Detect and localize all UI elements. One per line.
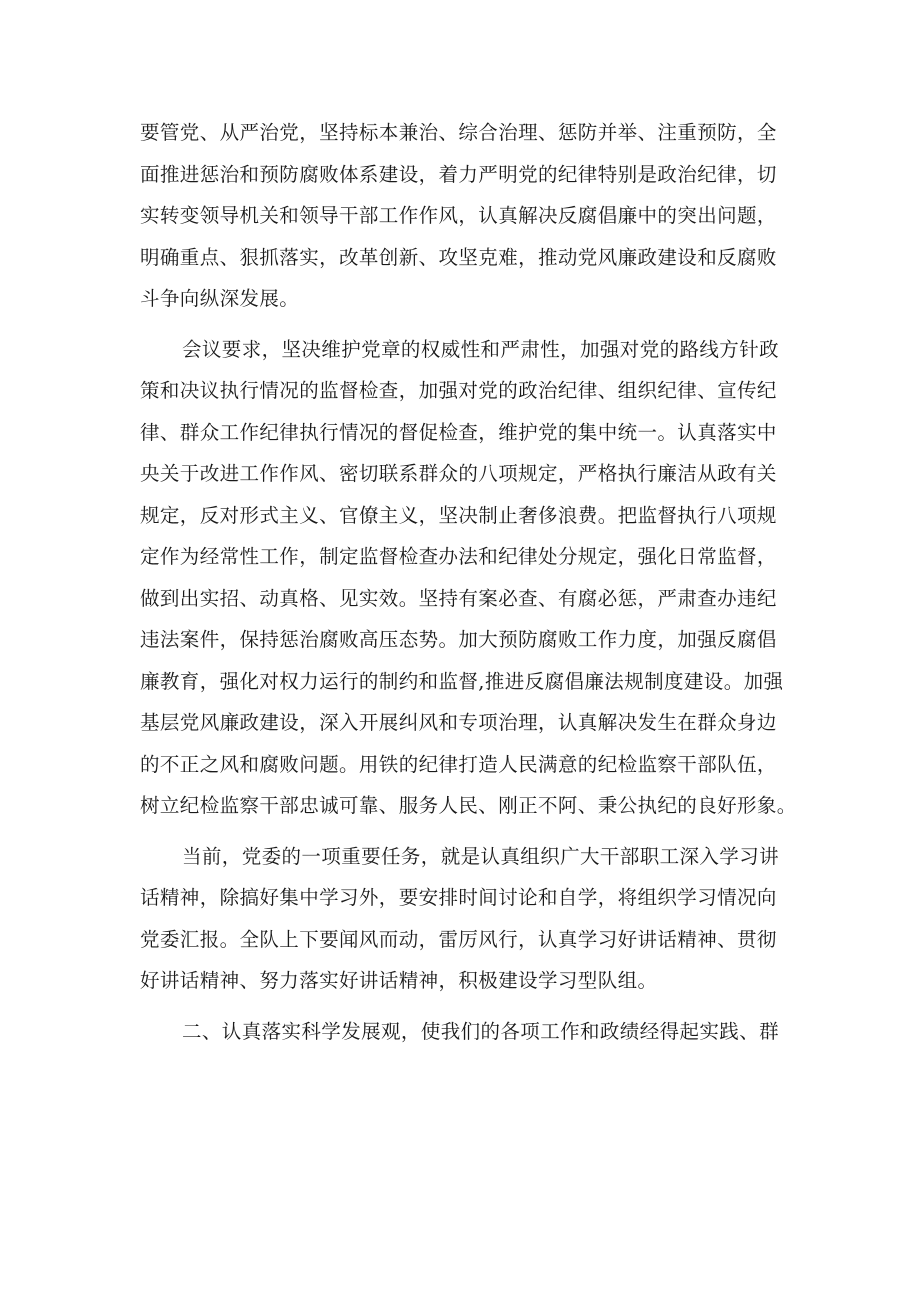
paragraph-2: [140, 329, 797, 827]
text-line: 廉教育，强化对权力运行的制约和监督,推进反腐倡廉法规制度建设。加强: [140, 669, 784, 693]
text-line: 的不正之风和腐败问题。用铁的纪律打造人民满意的纪检监察干部队伍，: [140, 752, 777, 776]
text-line: 要管党、从严治党，坚持标本兼治、综合治理、惩防并举、注重预防，全: [140, 121, 777, 144]
text-line: 面推进惩治和预防腐败体系建设，着力严明党的纪律特别是政治纪律，切: [140, 162, 777, 186]
text-line: 明确重点、狠抓落实，改革创新、攻坚克难，推动党风廉政建设和反腐败: [140, 245, 777, 269]
text-line: 央关于改进工作作风、密切联系群众的八项规定，严格执行廉洁从政有关: [140, 462, 777, 485]
text-line: 规定，反对形式主义、官僚主义，坚决制止奢侈浪费。把监督执行八项规: [140, 503, 777, 527]
text-line: 话精神，除搞好集中学习外，要安排时间讨论和自学，将组织学习情况向: [140, 886, 777, 909]
text-line: 违法案件，保持惩治腐败高压态势。加大预防腐败工作力度，加强反腐倡: [140, 628, 777, 651]
paragraph-1: [140, 112, 790, 320]
text-line: 律、群众工作纪律执行情况的督促检查，维护党的集中统一。认真落实中: [140, 420, 777, 444]
text-line: 实转变领导机关和领导干部工作作风，认真解决反腐倡廉中的突出问题，: [140, 204, 777, 227]
text-line: 策和决议执行情况的监督检查，加强对党的政治纪律、组织纪律、宣传纪: [140, 379, 777, 402]
text-line: 二、认真落实科学发展观，使我们的各项工作和政绩经得起实践、群: [182, 1019, 780, 1043]
text-line: 好讲话精神、努力落实好讲话精神，积极建设学习型队组。: [140, 969, 658, 992]
text-line: 树立纪检监察干部忠诚可靠、服务人民、刚正不阿、秉公执纪的良好形象。: [140, 794, 797, 817]
text-line: 斗争向纵深发展。: [140, 287, 300, 310]
text-line: 会议要求，坚决维护党章的权威性和严肃性，加强对党的路线方针政: [182, 337, 780, 361]
text-line: 基层党风廉政建设，深入开展纠风和专项治理，认真解决发生在群众身边: [140, 711, 777, 734]
document-body: [140, 112, 797, 1052]
text-line: 当前，党委的一项重要任务，就是认真组织广大干部职工深入学习讲: [182, 844, 780, 868]
text-line: 定作为经常性工作，制定监督检查办法和纪律处分规定，强化日常监督，: [140, 545, 777, 568]
paragraph-3: [140, 836, 790, 1002]
paragraph-4: [140, 1011, 790, 1053]
text-line: 党委汇报。全队上下要闻风而动，雷厉风行，认真学习好讲话精神、贯彻: [140, 927, 777, 951]
text-line: 做到出实招、动真格、见实效。坚持有案必查、有腐必惩，严肃查办违纪: [140, 586, 777, 610]
